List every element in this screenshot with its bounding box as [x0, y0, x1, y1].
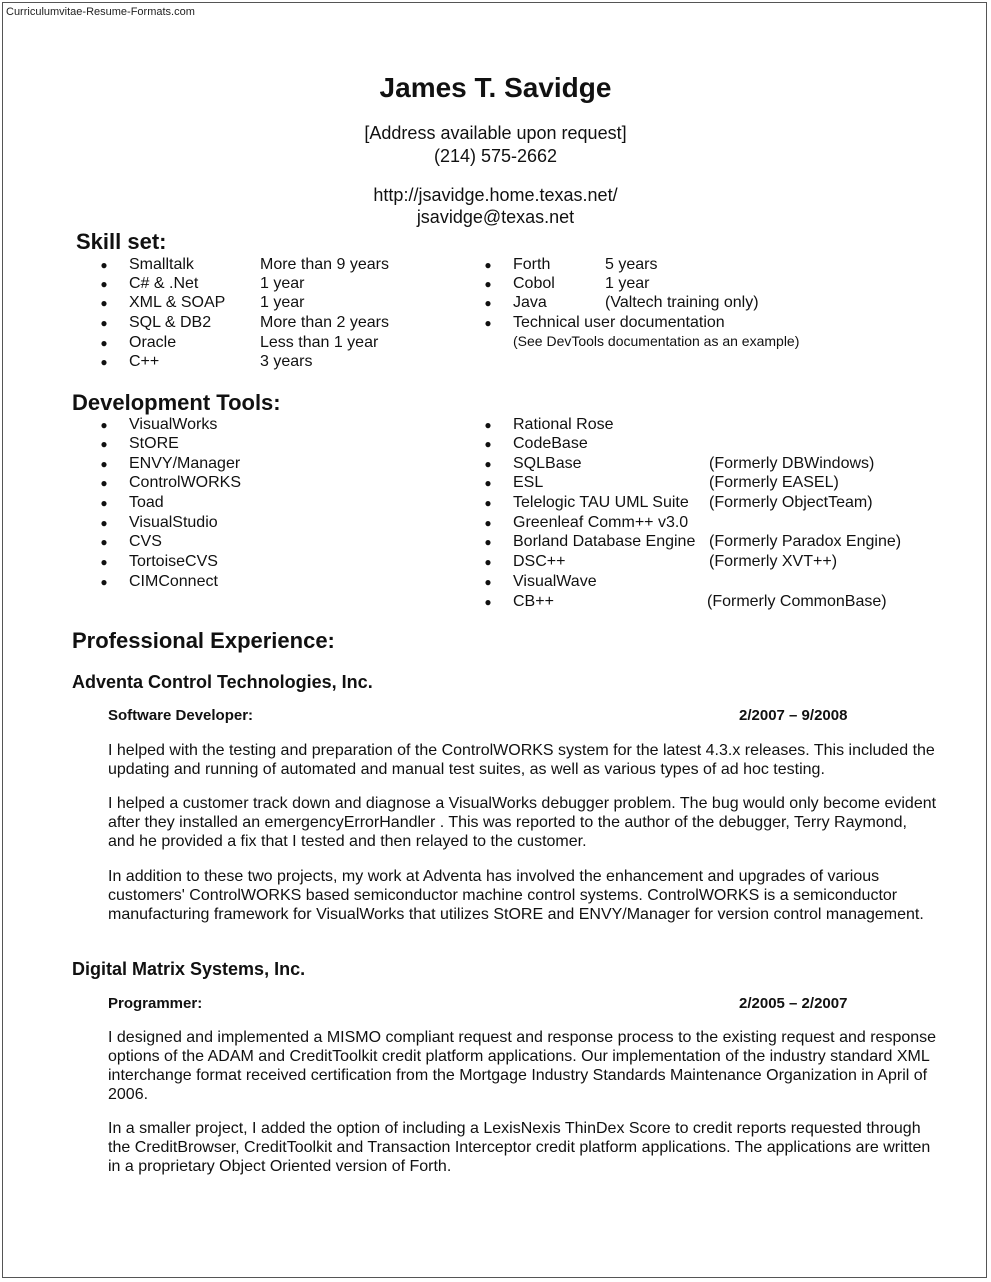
bullet-icon: ●: [100, 355, 108, 369]
company-name: Adventa Control Technologies, Inc.: [72, 672, 373, 692]
bullet-icon: ●: [484, 555, 492, 569]
address-line: [Address available upon request]: [364, 123, 627, 143]
bullet-icon: ●: [484, 418, 492, 432]
bullet-icon: ●: [484, 316, 492, 330]
bullet-icon: ●: [484, 516, 492, 530]
job-description: I helped a customer track down and diagnose a VisualWorks debugger problem. The bug would only become evident after they installed an emergencyErrorHandler . This was reported to the author of the debugger, Terry Raymond, and he provided a fix that I tested and then relayed to the customer.: [108, 795, 937, 850]
bullet-icon: ●: [100, 336, 108, 350]
company-name: Digital Matrix Systems, Inc.: [72, 959, 306, 979]
job-description: In a smaller project, I added the option of including a LexisNexis ThinDex Score to credit reports requested through the CreditBrowser, CreditToolkit and Transaction Interceptor credit platform applications. The applications are written in a proprietary Object Oriented version of Forth.: [108, 1120, 931, 1175]
bullet-icon: ●: [100, 316, 108, 330]
site-watermark: Curriculumvitae-Resume-Formats.com: [6, 6, 195, 18]
skills-heading: Skill set:: [76, 229, 167, 254]
job-description: In addition to these two projects, my work at Adventa has involved the enhancement and upgrades of various customers' ControlWORKS based semiconductor machine control systems. ControlWORKS is a semiconductor manufacturing framework for VisualWorks that utilizes StORE and ENVY/Manager for version control management.: [108, 868, 924, 923]
bullet-icon: ●: [100, 418, 108, 432]
bullet-icon: ●: [100, 555, 108, 569]
job-dates: 2/2007 – 9/2008: [739, 707, 848, 724]
bullet-icon: ●: [484, 437, 492, 451]
job-description: I designed and implemented a MISMO compliant request and response process to the existing request and response options of the ADAM and CreditToolkit credit platform applications. Our implementation of the industry standard XML interchange format received certification from the Mortgage Industry Standards Maintenance Organization in April of 2006.: [108, 1029, 937, 1103]
bullet-icon: ●: [100, 575, 108, 589]
bullet-icon: ●: [100, 437, 108, 451]
bullet-icon: ●: [484, 595, 492, 609]
bullet-icon: ●: [484, 575, 492, 589]
bullet-icon: ●: [484, 476, 492, 490]
job-description: I helped with the testing and preparation of the ControlWORKS system for the latest 4.3.x releases. This included the updating and running of automated and manual test suites, as well as various types of ad hoc testing.: [108, 742, 935, 778]
skill-note: (See DevTools documentation as an example): [513, 333, 800, 349]
job-title: Software Developer:: [108, 707, 254, 724]
bullet-icon: ●: [484, 535, 492, 549]
experience-heading: Professional Experience:: [72, 628, 335, 653]
bullet-icon: ●: [100, 296, 108, 310]
bullet-icon: ●: [484, 258, 492, 272]
bullet-icon: ●: [100, 516, 108, 530]
bullet-icon: ●: [100, 258, 108, 272]
bullet-icon: ●: [484, 457, 492, 471]
tools-heading: Development Tools:: [72, 390, 281, 415]
bullet-icon: ●: [484, 296, 492, 310]
bullet-icon: ●: [100, 457, 108, 471]
website-link[interactable]: http://jsavidge.home.texas.net/: [373, 185, 618, 205]
bullet-icon: ●: [100, 277, 108, 291]
phone-line: (214) 575-2662: [433, 146, 558, 166]
job-dates: 2/2005 – 2/2007: [739, 995, 848, 1012]
bullet-icon: ●: [484, 496, 492, 510]
email-link[interactable]: jsavidge@texas.net: [416, 207, 575, 227]
bullet-icon: ●: [100, 535, 108, 549]
job-title: Programmer:: [108, 995, 203, 1012]
candidate-name: James T. Savidge: [379, 72, 612, 103]
bullet-icon: ●: [100, 496, 108, 510]
bullet-icon: ●: [100, 476, 108, 490]
bullet-icon: ●: [484, 277, 492, 291]
